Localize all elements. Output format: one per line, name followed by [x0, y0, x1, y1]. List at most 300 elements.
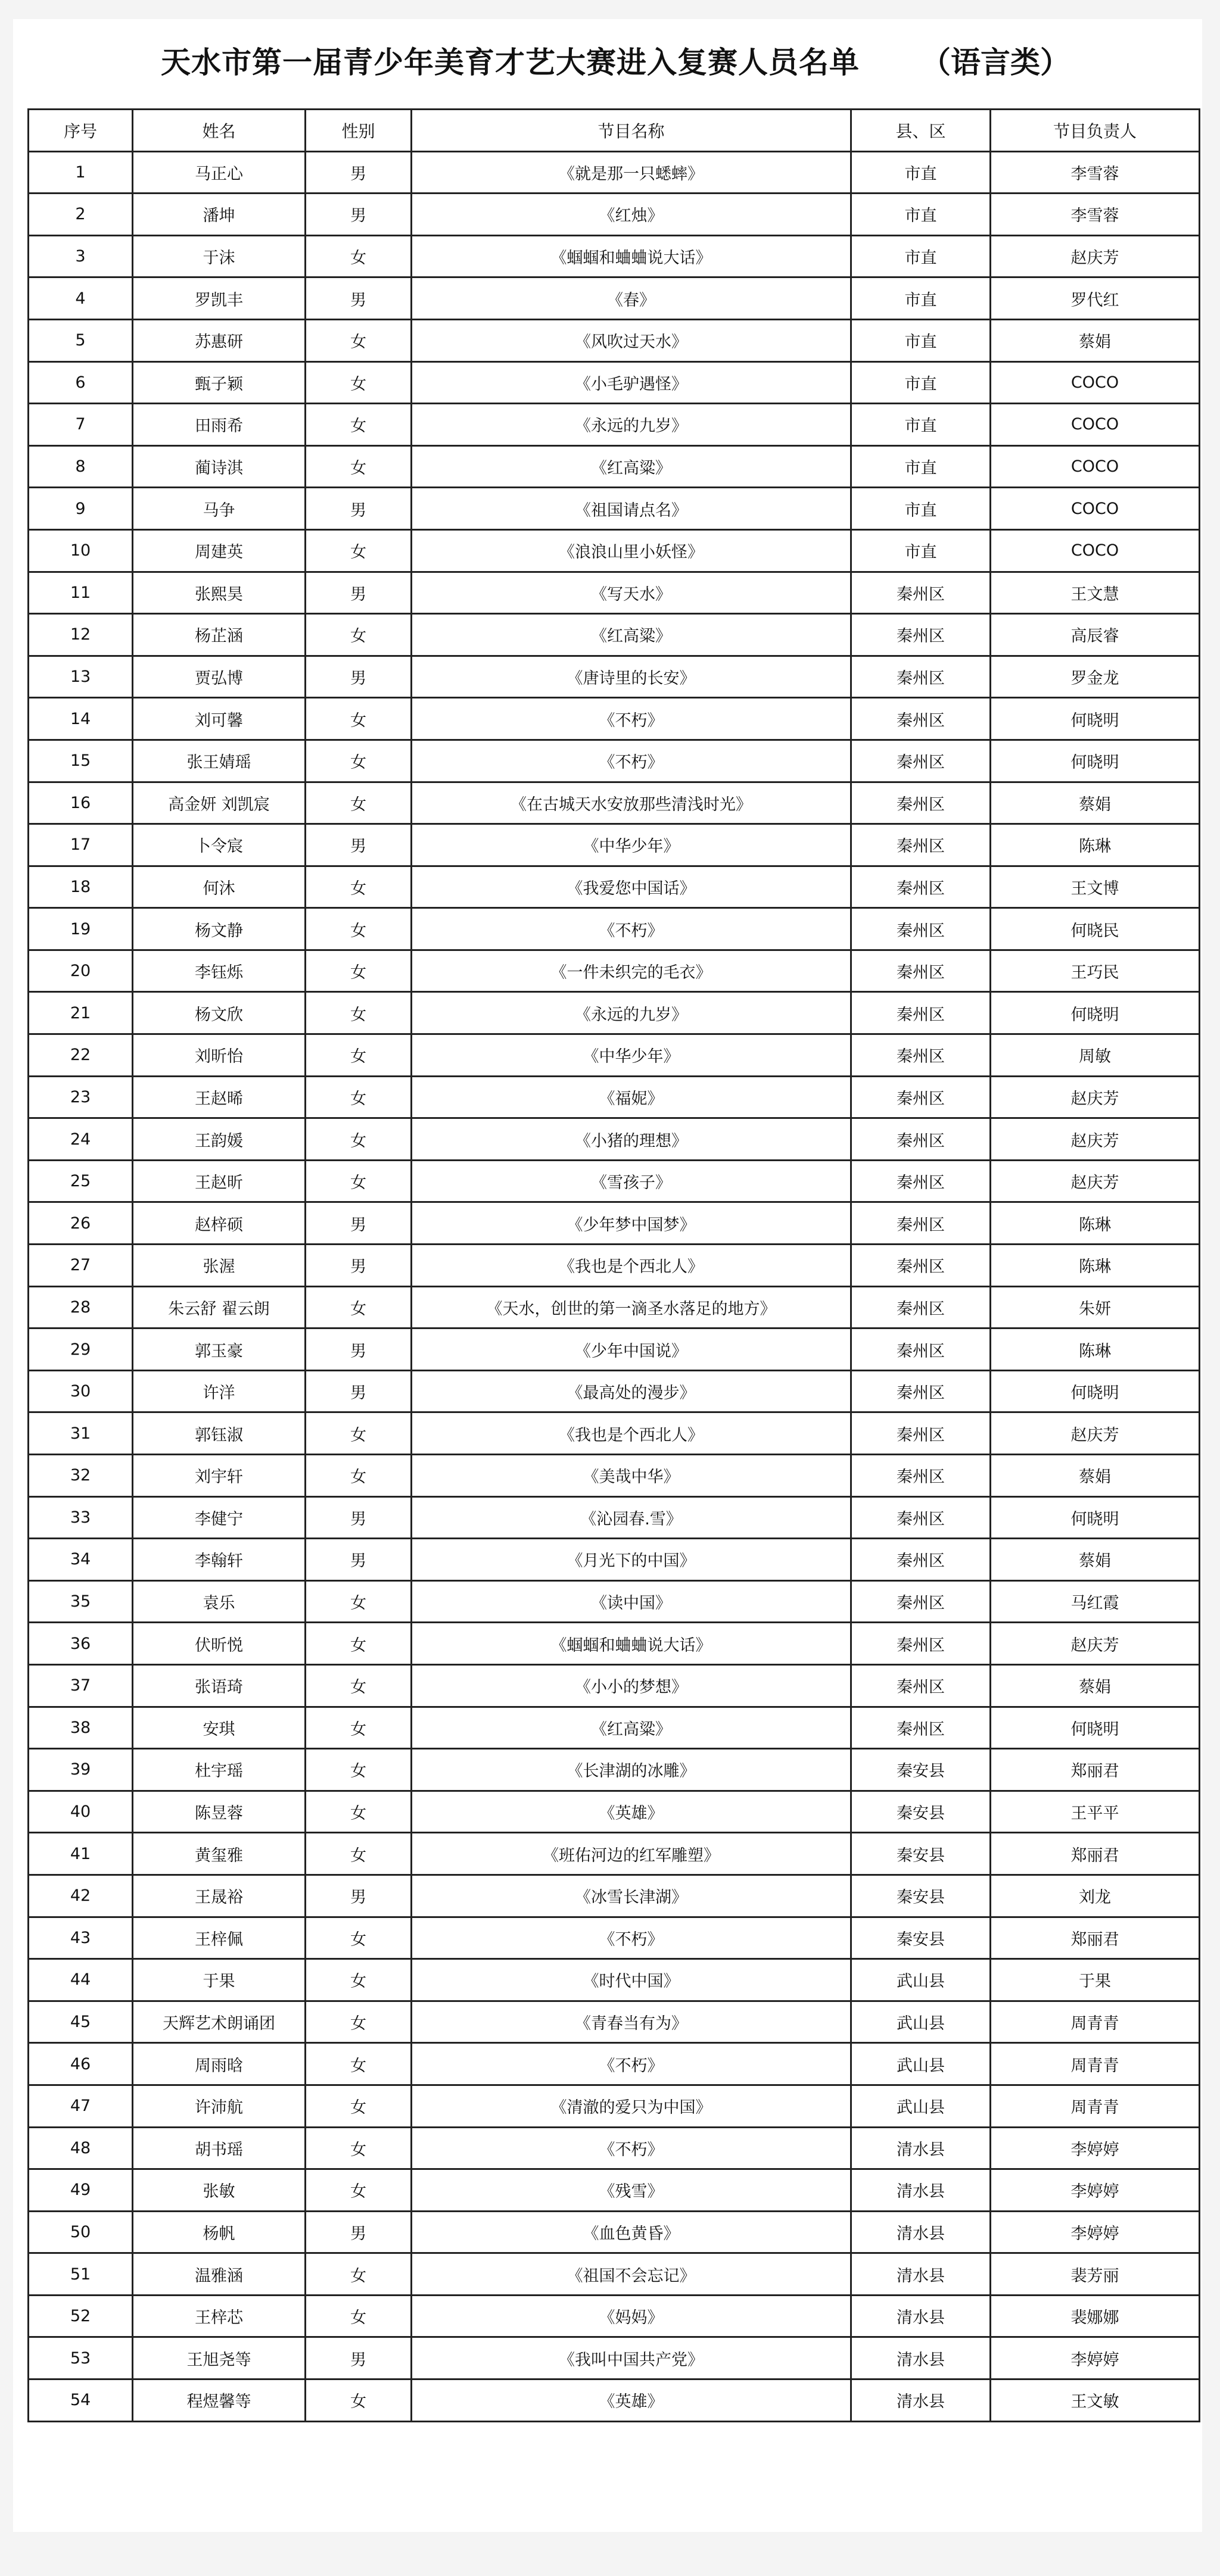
cell-gender: 女: [306, 404, 412, 446]
table-row: [29, 2337, 1200, 2379]
cell-gender: 男: [306, 1370, 412, 1412]
cell-supervisor: 何晓明: [991, 1370, 1200, 1412]
table-row: [29, 151, 1200, 194]
cell-name: 杨文欣: [133, 992, 306, 1034]
cell-gender: 女: [306, 992, 412, 1034]
cell-supervisor: 何晓明: [991, 992, 1200, 1034]
table-row: [29, 698, 1200, 740]
cell-name: 甄子颖: [133, 361, 306, 404]
cell-supervisor: 何晓明: [991, 1496, 1200, 1539]
cell-name: 张渥: [133, 1245, 306, 1287]
cell-supervisor: 裴娜娜: [991, 2295, 1200, 2337]
cell-gender: 女: [306, 1707, 412, 1749]
cell-district: 秦州区: [851, 782, 991, 824]
cell-district: 秦州区: [851, 740, 991, 782]
cell-district: 秦州区: [851, 1539, 991, 1581]
cell-district: 秦州区: [851, 1370, 991, 1412]
cell-supervisor: 裴芳丽: [991, 2253, 1200, 2296]
cell-district: 清水县: [851, 2379, 991, 2422]
table-row: [29, 2127, 1200, 2169]
cell-index: 23: [29, 1076, 133, 1118]
cell-district: 市直: [851, 488, 991, 530]
table-row: [29, 2001, 1200, 2043]
cell-gender: 女: [306, 614, 412, 656]
cell-supervisor: 何晓明: [991, 698, 1200, 740]
cell-name: 罗凯丰: [133, 277, 306, 320]
cell-name: 贾弘博: [133, 656, 306, 698]
cell-program: 《不朽》: [412, 698, 851, 740]
cell-district: 武山县: [851, 2001, 991, 2043]
cell-index: 49: [29, 2169, 133, 2212]
cell-district: 秦州区: [851, 1412, 991, 1455]
cell-name: 杨文静: [133, 908, 306, 950]
cell-district: 秦州区: [851, 866, 991, 908]
cell-supervisor: 马红霞: [991, 1580, 1200, 1623]
cell-index: 15: [29, 740, 133, 782]
cell-gender: 男: [306, 1875, 412, 1917]
cell-program: 《中华少年》: [412, 824, 851, 866]
cell-gender: 女: [306, 1160, 412, 1202]
cell-district: 秦州区: [851, 1623, 991, 1665]
cell-district: 清水县: [851, 2253, 991, 2296]
table-row: [29, 1496, 1200, 1539]
cell-name: 苏惠研: [133, 319, 306, 361]
cell-program: 《风吹过天水》: [412, 319, 851, 361]
table-row: [29, 2043, 1200, 2085]
cell-district: 市直: [851, 194, 991, 236]
cell-name: 马争: [133, 488, 306, 530]
cell-district: 秦州区: [851, 908, 991, 950]
cell-index: 16: [29, 782, 133, 824]
cell-index: 18: [29, 866, 133, 908]
cell-gender: 女: [306, 1286, 412, 1328]
cell-supervisor: 蔡娟: [991, 1539, 1200, 1581]
cell-name: 于沫: [133, 235, 306, 277]
cell-supervisor: 周敏: [991, 1034, 1200, 1077]
cell-gender: 女: [306, 1580, 412, 1623]
table-row: [29, 740, 1200, 782]
cell-program: 《英雄》: [412, 1791, 851, 1833]
cell-district: 清水县: [851, 2211, 991, 2253]
cell-program: 《不朽》: [412, 2043, 851, 2085]
cell-index: 11: [29, 572, 133, 614]
table-row: [29, 992, 1200, 1034]
cell-program: 《祖国请点名》: [412, 488, 851, 530]
cell-gender: 男: [306, 2211, 412, 2253]
cell-index: 4: [29, 277, 133, 320]
cell-program: 《时代中国》: [412, 1959, 851, 2001]
table-row: [29, 2211, 1200, 2253]
cell-name: 高金妍 刘凯宸: [133, 782, 306, 824]
cell-program: 《月光下的中国》: [412, 1539, 851, 1581]
cell-name: 刘宇轩: [133, 1455, 306, 1497]
cell-supervisor: 陈琳: [991, 1202, 1200, 1245]
cell-index: 48: [29, 2127, 133, 2169]
table-row: [29, 194, 1200, 236]
cell-name: 温雅涵: [133, 2253, 306, 2296]
table-row: [29, 277, 1200, 320]
table-row: [29, 488, 1200, 530]
cell-district: 秦州区: [851, 1076, 991, 1118]
contestant-table: [27, 108, 1200, 2422]
document-category: （语言类）: [921, 45, 1070, 80]
cell-supervisor: 于果: [991, 1959, 1200, 2001]
cell-district: 秦州区: [851, 1580, 991, 1623]
table-row: [29, 614, 1200, 656]
cell-program: 《血色黄昏》: [412, 2211, 851, 2253]
cell-program: 《祖国不会忘记》: [412, 2253, 851, 2296]
cell-gender: 男: [306, 1245, 412, 1287]
cell-name: 田雨希: [133, 404, 306, 446]
cell-district: 秦州区: [851, 572, 991, 614]
cell-program: 《天水，创世的第一滴圣水落足的地方》: [412, 1286, 851, 1328]
cell-index: 44: [29, 1959, 133, 2001]
cell-gender: 女: [306, 319, 412, 361]
cell-index: 29: [29, 1328, 133, 1371]
cell-index: 54: [29, 2379, 133, 2422]
cell-program: 《一件未织完的毛衣》: [412, 950, 851, 992]
cell-district: 秦州区: [851, 1328, 991, 1371]
table-row: [29, 656, 1200, 698]
cell-name: 天辉艺术朗诵团: [133, 2001, 306, 2043]
table-row: [29, 1749, 1200, 1791]
cell-name: 卜令宸: [133, 824, 306, 866]
cell-index: 28: [29, 1286, 133, 1328]
cell-district: 秦安县: [851, 1833, 991, 1875]
cell-program: 《蝈蝈和蛐蛐说大话》: [412, 1623, 851, 1665]
table-row: [29, 319, 1200, 361]
cell-program: 《不朽》: [412, 908, 851, 950]
cell-name: 李翰轩: [133, 1539, 306, 1581]
cell-program: 《浪浪山里小妖怪》: [412, 529, 851, 572]
cell-index: 13: [29, 656, 133, 698]
cell-index: 31: [29, 1412, 133, 1455]
cell-supervisor: 高辰睿: [991, 614, 1200, 656]
cell-gender: 男: [306, 656, 412, 698]
cell-index: 41: [29, 1833, 133, 1875]
cell-supervisor: COCO: [991, 445, 1200, 488]
cell-index: 26: [29, 1202, 133, 1245]
cell-supervisor: 罗代红: [991, 277, 1200, 320]
table-row: [29, 2295, 1200, 2337]
table-row: [29, 1539, 1200, 1581]
cell-program: 《少年梦中国梦》: [412, 1202, 851, 1245]
cell-name: 李钰烁: [133, 950, 306, 992]
cell-program: 《写天水》: [412, 572, 851, 614]
cell-program: 《长津湖的冰雕》: [412, 1749, 851, 1791]
cell-gender: 女: [306, 529, 412, 572]
cell-gender: 男: [306, 1539, 412, 1581]
cell-gender: 女: [306, 1664, 412, 1707]
table-row: [29, 1202, 1200, 1245]
cell-gender: 女: [306, 1076, 412, 1118]
cell-district: 市直: [851, 361, 991, 404]
cell-gender: 女: [306, 235, 412, 277]
cell-program: 《唐诗里的长安》: [412, 656, 851, 698]
cell-supervisor: 刘龙: [991, 1875, 1200, 1917]
cell-name: 杨芷涵: [133, 614, 306, 656]
cell-index: 2: [29, 194, 133, 236]
table-row: [29, 1707, 1200, 1749]
cell-program: 《就是那一只蟋蟀》: [412, 151, 851, 194]
table-row: [29, 1118, 1200, 1161]
cell-gender: 女: [306, 1034, 412, 1077]
cell-supervisor: 李婷婷: [991, 2211, 1200, 2253]
cell-program: 《残雪》: [412, 2169, 851, 2212]
table-row: [29, 235, 1200, 277]
cell-gender: 女: [306, 950, 412, 992]
document-title: 天水市第一届青少年美育才艺大赛进入复赛人员名单: [161, 45, 860, 80]
cell-gender: 女: [306, 1623, 412, 1665]
cell-name: 潘坤: [133, 194, 306, 236]
cell-program: 《妈妈》: [412, 2295, 851, 2337]
cell-name: 王赵昕: [133, 1160, 306, 1202]
cell-program: 《红高粱》: [412, 445, 851, 488]
header-supervisor: 节目负责人: [991, 110, 1200, 152]
cell-program: 《班佑河边的红军雕塑》: [412, 1833, 851, 1875]
cell-index: 9: [29, 488, 133, 530]
cell-program: 《不朽》: [412, 2127, 851, 2169]
cell-program: 《不朽》: [412, 740, 851, 782]
cell-index: 40: [29, 1791, 133, 1833]
cell-gender: 男: [306, 1496, 412, 1539]
cell-supervisor: 周青青: [991, 2085, 1200, 2127]
cell-gender: 男: [306, 151, 412, 194]
cell-index: 43: [29, 1917, 133, 1959]
table-row: [29, 1286, 1200, 1328]
cell-name: 朱云舒 翟云朗: [133, 1286, 306, 1328]
cell-supervisor: 蔡娟: [991, 1455, 1200, 1497]
cell-district: 市直: [851, 445, 991, 488]
cell-program: 《最高处的漫步》: [412, 1370, 851, 1412]
cell-name: 刘昕怡: [133, 1034, 306, 1077]
cell-gender: 男: [306, 1202, 412, 1245]
cell-name: 周雨晗: [133, 2043, 306, 2085]
cell-supervisor: 李雪蓉: [991, 194, 1200, 236]
cell-index: 19: [29, 908, 133, 950]
table-row: [29, 1455, 1200, 1497]
cell-name: 程煜馨等: [133, 2379, 306, 2422]
cell-program: 《小小的梦想》: [412, 1664, 851, 1707]
cell-name: 郭玉豪: [133, 1328, 306, 1371]
cell-name: 郭钰淑: [133, 1412, 306, 1455]
cell-supervisor: COCO: [991, 488, 1200, 530]
table-row: [29, 1245, 1200, 1287]
cell-name: 安琪: [133, 1707, 306, 1749]
table-row: [29, 950, 1200, 992]
cell-district: 清水县: [851, 2295, 991, 2337]
table-row: [29, 2379, 1200, 2422]
table-row: [29, 2253, 1200, 2296]
cell-index: 51: [29, 2253, 133, 2296]
cell-gender: 女: [306, 1118, 412, 1161]
cell-program: 《我爱您中国话》: [412, 866, 851, 908]
cell-name: 于果: [133, 1959, 306, 2001]
cell-district: 秦安县: [851, 1917, 991, 1959]
cell-program: 《红烛》: [412, 194, 851, 236]
cell-program: 《小毛驴遇怪》: [412, 361, 851, 404]
cell-name: 黄玺雅: [133, 1833, 306, 1875]
table-row: [29, 2085, 1200, 2127]
cell-gender: 女: [306, 1791, 412, 1833]
cell-program: 《雪孩子》: [412, 1160, 851, 1202]
cell-index: 36: [29, 1623, 133, 1665]
cell-index: 10: [29, 529, 133, 572]
header-name: 姓名: [133, 110, 306, 152]
cell-district: 秦州区: [851, 824, 991, 866]
cell-supervisor: 王文博: [991, 866, 1200, 908]
cell-index: 1: [29, 151, 133, 194]
table-row: [29, 1034, 1200, 1077]
cell-index: 12: [29, 614, 133, 656]
cell-supervisor: 赵庆芳: [991, 1160, 1200, 1202]
cell-gender: 女: [306, 2253, 412, 2296]
cell-supervisor: COCO: [991, 361, 1200, 404]
cell-district: 市直: [851, 404, 991, 446]
cell-name: 周建英: [133, 529, 306, 572]
cell-gender: 男: [306, 2337, 412, 2379]
cell-name: 何沐: [133, 866, 306, 908]
cell-index: 38: [29, 1707, 133, 1749]
table-row: [29, 1328, 1200, 1371]
cell-gender: 女: [306, 1455, 412, 1497]
header-program: 节目名称: [412, 110, 851, 152]
cell-program: 《读中国》: [412, 1580, 851, 1623]
cell-gender: 男: [306, 572, 412, 614]
cell-name: 张语琦: [133, 1664, 306, 1707]
cell-index: 8: [29, 445, 133, 488]
cell-name: 陈昱蓉: [133, 1791, 306, 1833]
cell-district: 秦州区: [851, 1245, 991, 1287]
cell-name: 张熙昊: [133, 572, 306, 614]
cell-index: 21: [29, 992, 133, 1034]
cell-district: 秦州区: [851, 1202, 991, 1245]
cell-supervisor: 蔡娟: [991, 782, 1200, 824]
cell-district: 秦州区: [851, 1160, 991, 1202]
cell-supervisor: 李婷婷: [991, 2127, 1200, 2169]
cell-district: 秦州区: [851, 1496, 991, 1539]
cell-gender: 女: [306, 2127, 412, 2169]
cell-district: 武山县: [851, 2085, 991, 2127]
cell-program: 《清澈的爱只为中国》: [412, 2085, 851, 2127]
cell-supervisor: 罗金龙: [991, 656, 1200, 698]
cell-supervisor: 赵庆芳: [991, 1412, 1200, 1455]
table-row: [29, 1580, 1200, 1623]
cell-index: 27: [29, 1245, 133, 1287]
cell-program: 《我叫中国共产党》: [412, 2337, 851, 2379]
table-row: [29, 824, 1200, 866]
cell-name: 许沛航: [133, 2085, 306, 2127]
cell-name: 王赵晞: [133, 1076, 306, 1118]
cell-index: 42: [29, 1875, 133, 1917]
cell-supervisor: 何晓明: [991, 1707, 1200, 1749]
cell-gender: 女: [306, 782, 412, 824]
cell-gender: 女: [306, 2043, 412, 2085]
cell-gender: 女: [306, 1412, 412, 1455]
table-row: [29, 1664, 1200, 1707]
cell-supervisor: 何晓明: [991, 740, 1200, 782]
cell-district: 市直: [851, 151, 991, 194]
cell-name: 杜宇瑶: [133, 1749, 306, 1791]
cell-district: 秦州区: [851, 614, 991, 656]
cell-name: 伏昕悦: [133, 1623, 306, 1665]
cell-supervisor: 赵庆芳: [991, 1118, 1200, 1161]
cell-district: 市直: [851, 319, 991, 361]
cell-name: 胡书瑶: [133, 2127, 306, 2169]
cell-index: 46: [29, 2043, 133, 2085]
cell-district: 市直: [851, 529, 991, 572]
cell-district: 市直: [851, 277, 991, 320]
table-row: [29, 866, 1200, 908]
table-row: [29, 1160, 1200, 1202]
cell-district: 秦州区: [851, 1707, 991, 1749]
cell-gender: 女: [306, 445, 412, 488]
cell-index: 5: [29, 319, 133, 361]
title-row: [13, 19, 1202, 108]
cell-gender: 女: [306, 1959, 412, 2001]
cell-program: 《中华少年》: [412, 1034, 851, 1077]
cell-supervisor: 李婷婷: [991, 2337, 1200, 2379]
cell-index: 6: [29, 361, 133, 404]
cell-gender: 女: [306, 866, 412, 908]
cell-program: 《我也是个西北人》: [412, 1412, 851, 1455]
cell-district: 市直: [851, 235, 991, 277]
cell-gender: 女: [306, 1917, 412, 1959]
cell-district: 秦州区: [851, 992, 991, 1034]
cell-index: 37: [29, 1664, 133, 1707]
table-row: [29, 529, 1200, 572]
cell-name: 张敏: [133, 2169, 306, 2212]
cell-index: 52: [29, 2295, 133, 2337]
cell-index: 22: [29, 1034, 133, 1077]
table-row: [29, 1875, 1200, 1917]
cell-name: 许洋: [133, 1370, 306, 1412]
document-sheet: [13, 19, 1202, 2532]
cell-gender: 女: [306, 2085, 412, 2127]
table-row: [29, 361, 1200, 404]
cell-name: 赵梓硕: [133, 1202, 306, 1245]
cell-program: 《红高粱》: [412, 1707, 851, 1749]
cell-program: 《春》: [412, 277, 851, 320]
cell-index: 17: [29, 824, 133, 866]
cell-supervisor: 赵庆芳: [991, 235, 1200, 277]
cell-gender: 男: [306, 1328, 412, 1371]
cell-supervisor: 陈琳: [991, 824, 1200, 866]
cell-district: 秦州区: [851, 950, 991, 992]
cell-name: 袁乐: [133, 1580, 306, 1623]
cell-supervisor: 蔡娟: [991, 1664, 1200, 1707]
cell-index: 3: [29, 235, 133, 277]
cell-index: 30: [29, 1370, 133, 1412]
cell-name: 王韵媛: [133, 1118, 306, 1161]
cell-gender: 男: [306, 824, 412, 866]
cell-district: 秦州区: [851, 698, 991, 740]
cell-district: 秦州区: [851, 1286, 991, 1328]
cell-index: 39: [29, 1749, 133, 1791]
table-row: [29, 908, 1200, 950]
cell-supervisor: 郑丽君: [991, 1749, 1200, 1791]
cell-supervisor: 何晓民: [991, 908, 1200, 950]
cell-supervisor: 周青青: [991, 2001, 1200, 2043]
cell-name: 王晟裕: [133, 1875, 306, 1917]
cell-index: 14: [29, 698, 133, 740]
table-row: [29, 1076, 1200, 1118]
cell-index: 50: [29, 2211, 133, 2253]
cell-program: 《我也是个西北人》: [412, 1245, 851, 1287]
cell-program: 《永远的九岁》: [412, 992, 851, 1034]
header-district: 县、区: [851, 110, 991, 152]
cell-supervisor: 蔡娟: [991, 319, 1200, 361]
